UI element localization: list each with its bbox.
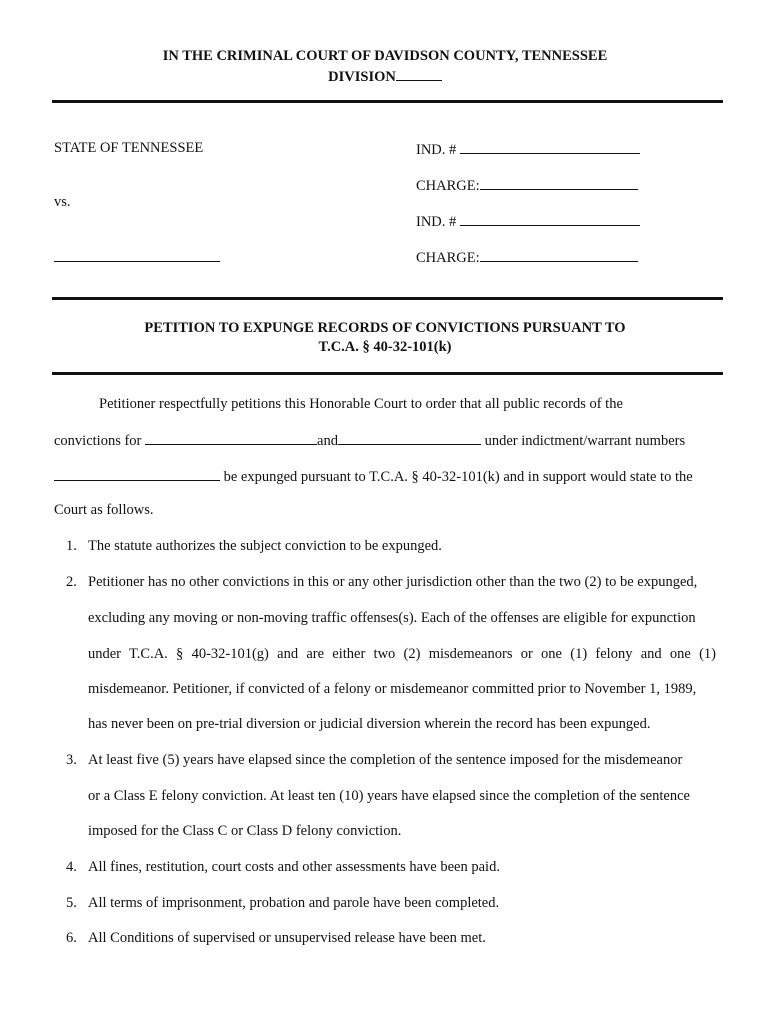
item-number: 5. (66, 895, 77, 911)
convictions-for-label: convictions for (54, 433, 142, 449)
intro-line-2 (54, 431, 685, 450)
header-rule (52, 100, 723, 103)
division-line (0, 67, 770, 86)
item-text: Petitioner has no other convictions in this or any other jurisdiction other than the two (2) to be expunged, (88, 574, 698, 590)
item-2-line-3: under T.C.A. § 40-32-101(g) and are either two (2) misdemeanors or one (1) felony and one (1) (88, 646, 716, 662)
charge-line-1 (416, 176, 638, 195)
defendant-line (54, 248, 220, 267)
item-2-line-5: has never been on pre-trial diversion or judicial diversion wherein the record has been expunged. (88, 716, 651, 732)
list-item-6 (54, 930, 486, 947)
item-text: All fines, restitution, court costs and other assessments have been paid. (88, 859, 500, 875)
item-number: 1. (66, 538, 77, 554)
item-text: The statute authorizes the subject conviction to be expunged. (88, 538, 442, 554)
division-label: DIVISION (328, 69, 396, 85)
item-number: 6. (66, 930, 77, 946)
division-blank[interactable] (396, 67, 442, 81)
item-3-line-3: imposed for the Class C or Class D felony conviction. (88, 823, 402, 839)
ind-line-2 (416, 212, 640, 231)
caption-rule (52, 297, 723, 300)
defendant-name-blank[interactable] (54, 248, 220, 262)
charge-blank-2[interactable] (480, 248, 638, 262)
charge-blank-1[interactable] (480, 176, 638, 190)
title-rule (52, 372, 723, 375)
indictment-numbers-blank[interactable] (54, 467, 220, 481)
versus-label: vs. (54, 194, 71, 210)
ind-blank-1[interactable] (460, 140, 640, 154)
court-title: IN THE CRIMINAL COURT OF DAVIDSON COUNTY, TENNESSEE (162, 48, 608, 64)
item-number: 2. (66, 574, 77, 590)
list-item-3 (54, 752, 682, 769)
ind-line-1 (416, 140, 640, 159)
plaintiff-label: STATE OF TENNESSEE (54, 140, 204, 156)
intro-line-3 (54, 467, 693, 486)
list-item-5 (54, 895, 499, 912)
list-item-1 (54, 538, 442, 555)
petition-title-line-2: T.C.A. § 40-32-101(k) (318, 339, 452, 355)
item-text: All terms of imprisonment, probation and parole have been completed. (88, 895, 500, 911)
item-3-line-2: or a Class E felony conviction. At least ten (10) years have elapsed since the completion of the sentence (88, 788, 690, 804)
item-text: All Conditions of supervised or unsupervised release have been met. (88, 930, 486, 946)
charge-label-1: CHARGE: (416, 178, 480, 194)
item-text: At least five (5) years have elapsed since the completion of the sentence imposed for the misdemeanor (88, 752, 683, 768)
intro-line-4: Court as follows. (54, 502, 154, 518)
list-item-4 (54, 859, 500, 876)
ind-label-1: IND. # (416, 142, 457, 158)
ind-label-2: IND. # (416, 214, 457, 230)
indictment-numbers-label: under indictment/warrant numbers (484, 433, 686, 449)
charge-label-2: CHARGE: (416, 250, 480, 266)
conviction-blank-2[interactable] (338, 431, 481, 445)
item-number: 3. (66, 752, 77, 768)
item-number: 4. (66, 859, 77, 875)
charge-line-2 (416, 248, 638, 267)
intro-line-1: Petitioner respectfully petitions this Honorable Court to order that all public records of the (99, 396, 623, 412)
expunged-pursuant-text: be expunged pursuant to T.C.A. § 40-32-101(k) and in support would state to the (223, 469, 693, 485)
item-2-line-2: excluding any moving or non-moving traffic offenses(s). Each of the offenses are eligible for expunction (88, 610, 696, 626)
item-2-line-4: misdemeanor. Petitioner, if convicted of a felony or misdemeanor committed prior to November 1, 1989, (88, 681, 697, 697)
and-label: and (317, 433, 338, 449)
ind-blank-2[interactable] (460, 212, 640, 226)
petition-title-line-1: PETITION TO EXPUNGE RECORDS OF CONVICTIONS PURSUANT TO (144, 320, 626, 336)
list-item-2 (54, 574, 697, 591)
conviction-blank-1[interactable] (145, 431, 317, 445)
